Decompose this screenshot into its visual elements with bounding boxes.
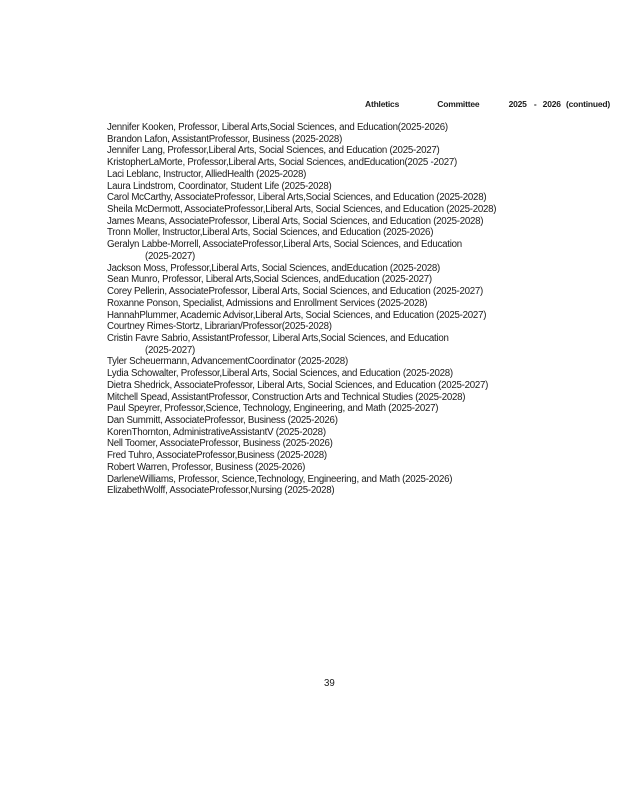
member-line: Geralyn Labbe-Morrell, AssociateProfessor,Liberal Arts, Social Sciences, and Education: [107, 239, 462, 251]
term-dash: -: [533, 99, 537, 109]
member-line: DarleneWilliams, Professor, Science,Technology, Engineering, and Math (2025-2026): [107, 473, 453, 485]
member-line: Lydia Schowalter, Professor,Liberal Arts, Social Sciences, and Education (2025-2028): [107, 368, 453, 380]
member-line: Laura Lindstrom, Coordinator, Student Life (2025-2028): [107, 180, 332, 192]
member-line: Carol McCarthy, AssociateProfessor, Liberal Arts,Social Sciences, and Education (2025-2028): [107, 192, 487, 204]
committee-word: Committee: [437, 99, 480, 109]
continued-label: (continued): [565, 99, 611, 109]
member-roster: [107, 122, 496, 497]
member-line-continuation: (2025-2027): [145, 344, 196, 356]
term-start-year: 2025: [508, 99, 527, 109]
member-line: Paul Speyrer, Professor,Science, Technology, Engineering, and Math (2025-2027): [107, 403, 439, 415]
member-line: Mitchell Spead, AssistantProfessor, Construction Arts and Technical Studies (2025-2028): [107, 391, 466, 403]
member-line: Courtney Rimes-Stortz, Librarian/Professor(2025-2028): [107, 321, 332, 333]
member-line: Sean Munro, Professor, Liberal Arts,Social Sciences, andEducation (2025-2027): [107, 274, 432, 286]
member-line: James Means, AssociateProfessor, Liberal Arts, Social Sciences, and Education (2025-2028): [107, 215, 484, 227]
member-line-continuation: (2025-2027): [145, 250, 196, 262]
member-line: Sheila McDermott, AssociateProfessor,Liberal Arts, Social Sciences, and Education (2025-2028): [107, 204, 497, 216]
page-number: 39: [324, 678, 335, 689]
member-line: Dietra Shedrick, AssociateProfessor, Liberal Arts, Social Sciences, and Education (2025-2027): [107, 379, 489, 391]
member-line: Robert Warren, Professor, Business (2025-2026): [107, 461, 306, 473]
member-line: Jennifer Lang, Professor,Liberal Arts, Social Sciences, and Education (2025-2027): [107, 145, 440, 157]
member-line: Dan Summitt, AssociateProfessor, Business (2025-2026): [107, 414, 338, 426]
member-line: Brandon Lafon, AssistantProfessor, Business (2025-2028): [107, 133, 343, 145]
committee-header: [365, 99, 610, 109]
member-line: KorenThornton, AdministrativeAssistantV (2025-2028): [107, 426, 326, 438]
member-line: Jackson Moss, Professor,Liberal Arts, Social Sciences, andEducation (2025-2028): [107, 262, 440, 274]
member-line: Tronn Moller, Instructor,Liberal Arts, Social Sciences, and Education (2025-2026): [107, 227, 434, 239]
member-line: Nell Toomer, AssociateProfessor, Business (2025-2026): [107, 438, 333, 450]
member-line: Jennifer Kooken, Professor, Liberal Arts,Social Sciences, and Education(2025-2026): [107, 122, 448, 133]
member-line: Fred Tuhro, AssociateProfessor,Business (2025-2028): [107, 450, 327, 462]
member-line: Laci Leblanc, Instructor, AlliedHealth (2025-2028): [107, 168, 307, 180]
term-end-year: 2026: [542, 99, 561, 109]
member-line: Roxanne Ponson, Specialist, Admissions and Enrollment Services (2025-2028): [107, 297, 428, 309]
member-line: ElizabethWolff, AssociateProfessor,Nursing (2025-2028): [107, 485, 335, 497]
member-line: Corey Pellerin, AssociateProfessor, Liberal Arts, Social Sciences, and Education (2025-2027): [107, 286, 484, 298]
committee-name: Athletics: [365, 99, 400, 109]
member-line: Cristin Favre Sabrio, AssistantProfessor, Liberal Arts,Social Sciences, and Education: [107, 332, 449, 344]
member-line: KristopherLaMorte, Professor,Liberal Arts, Social Sciences, andEducation(2025 -2027): [107, 157, 458, 169]
member-line: HannahPlummer, Academic Advisor,Liberal Arts, Social Sciences, and Education (2025-2027): [107, 309, 487, 321]
member-line: Tyler Scheuermann, AdvancementCoordinator (2025-2028): [107, 356, 348, 368]
